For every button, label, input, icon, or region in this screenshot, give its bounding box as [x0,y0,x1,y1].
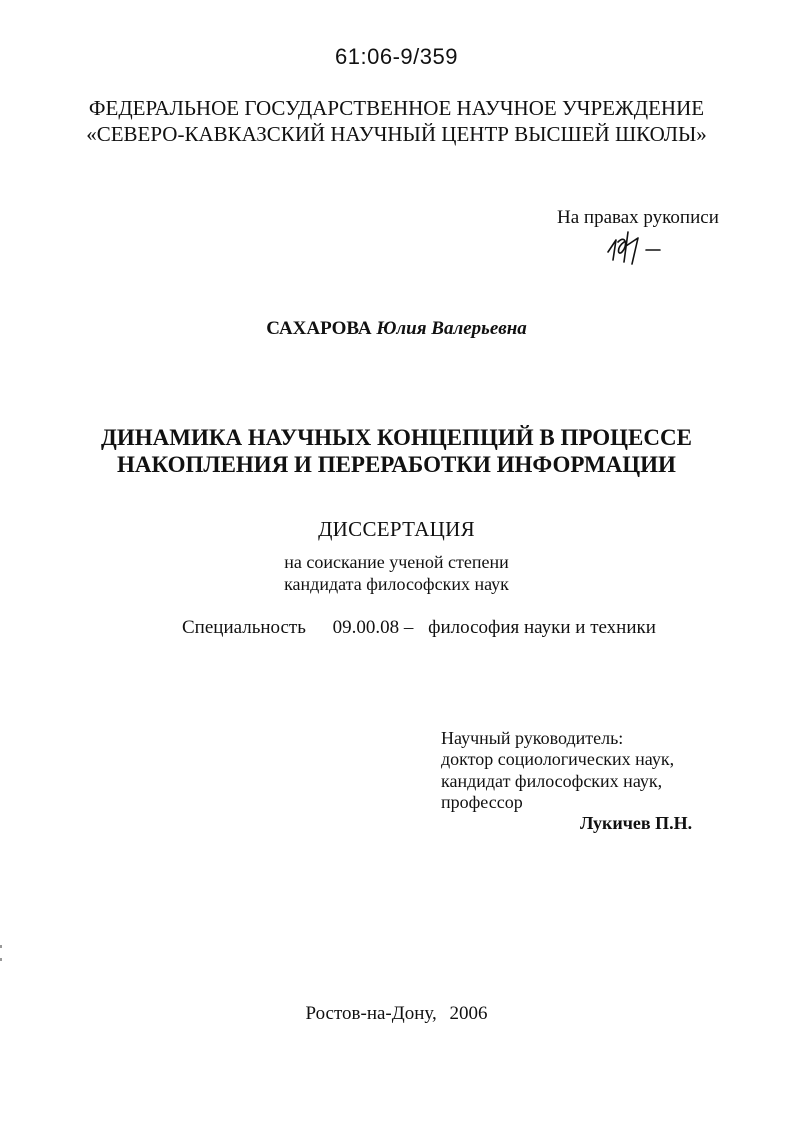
degree-line-2: кандидата философских наук [284,574,509,594]
catalog-number: 61:06-9/359 [335,44,458,69]
advisor-degree-2: кандидат философских наук, [441,771,663,791]
advisor-rank: профессор [441,792,523,812]
specialty [182,617,656,639]
advisor-degree-1: доктор социологических наук, [441,749,675,769]
organization-line-2: «СЕВЕРО-КАВКАЗСКИЙ НАУЧНЫЙ ЦЕНТР ВЫСШЕЙ ШКОЛЫ» [86,122,707,146]
author-given-names: Юлия Валерьевна [376,318,527,339]
document-type: ДИССЕРТАЦИЯ [318,517,475,541]
place: Ростов-на-Дону, [305,1003,437,1024]
specialty-label: Специальность [182,617,306,638]
advisor-name: Лукичев П.Н. [580,813,693,833]
handwritten-signature [602,226,668,266]
author-surname: САХАРОВА [266,318,372,339]
dissertation-title-line-1: ДИНАМИКА НАУЧНЫХ КОНЦЕПЦИЙ В ПРОЦЕССЕ [101,425,692,450]
place-and-year [0,1003,793,1025]
author-name [0,318,793,340]
scan-edge-mark [0,945,2,948]
rights-notice: На правах рукописи [557,207,719,228]
degree-line-1: на соискание ученой степени [284,552,509,572]
year: 2006 [449,1003,488,1024]
organization-line-1: ФЕДЕРАЛЬНОЕ ГОСУДАРСТВЕННОЕ НАУЧНОЕ УЧРЕЖДЕНИЕ [88,96,705,120]
specialty-code: 09.00.08 – [332,617,414,638]
scan-edge-mark [0,958,2,961]
dissertation-title-line-2: НАКОПЛЕНИЯ И ПЕРЕРАБОТКИ ИНФОРМАЦИИ [117,452,676,477]
specialty-name: философия науки и техники [428,617,656,638]
advisor-label: Научный руководитель: [441,728,624,748]
